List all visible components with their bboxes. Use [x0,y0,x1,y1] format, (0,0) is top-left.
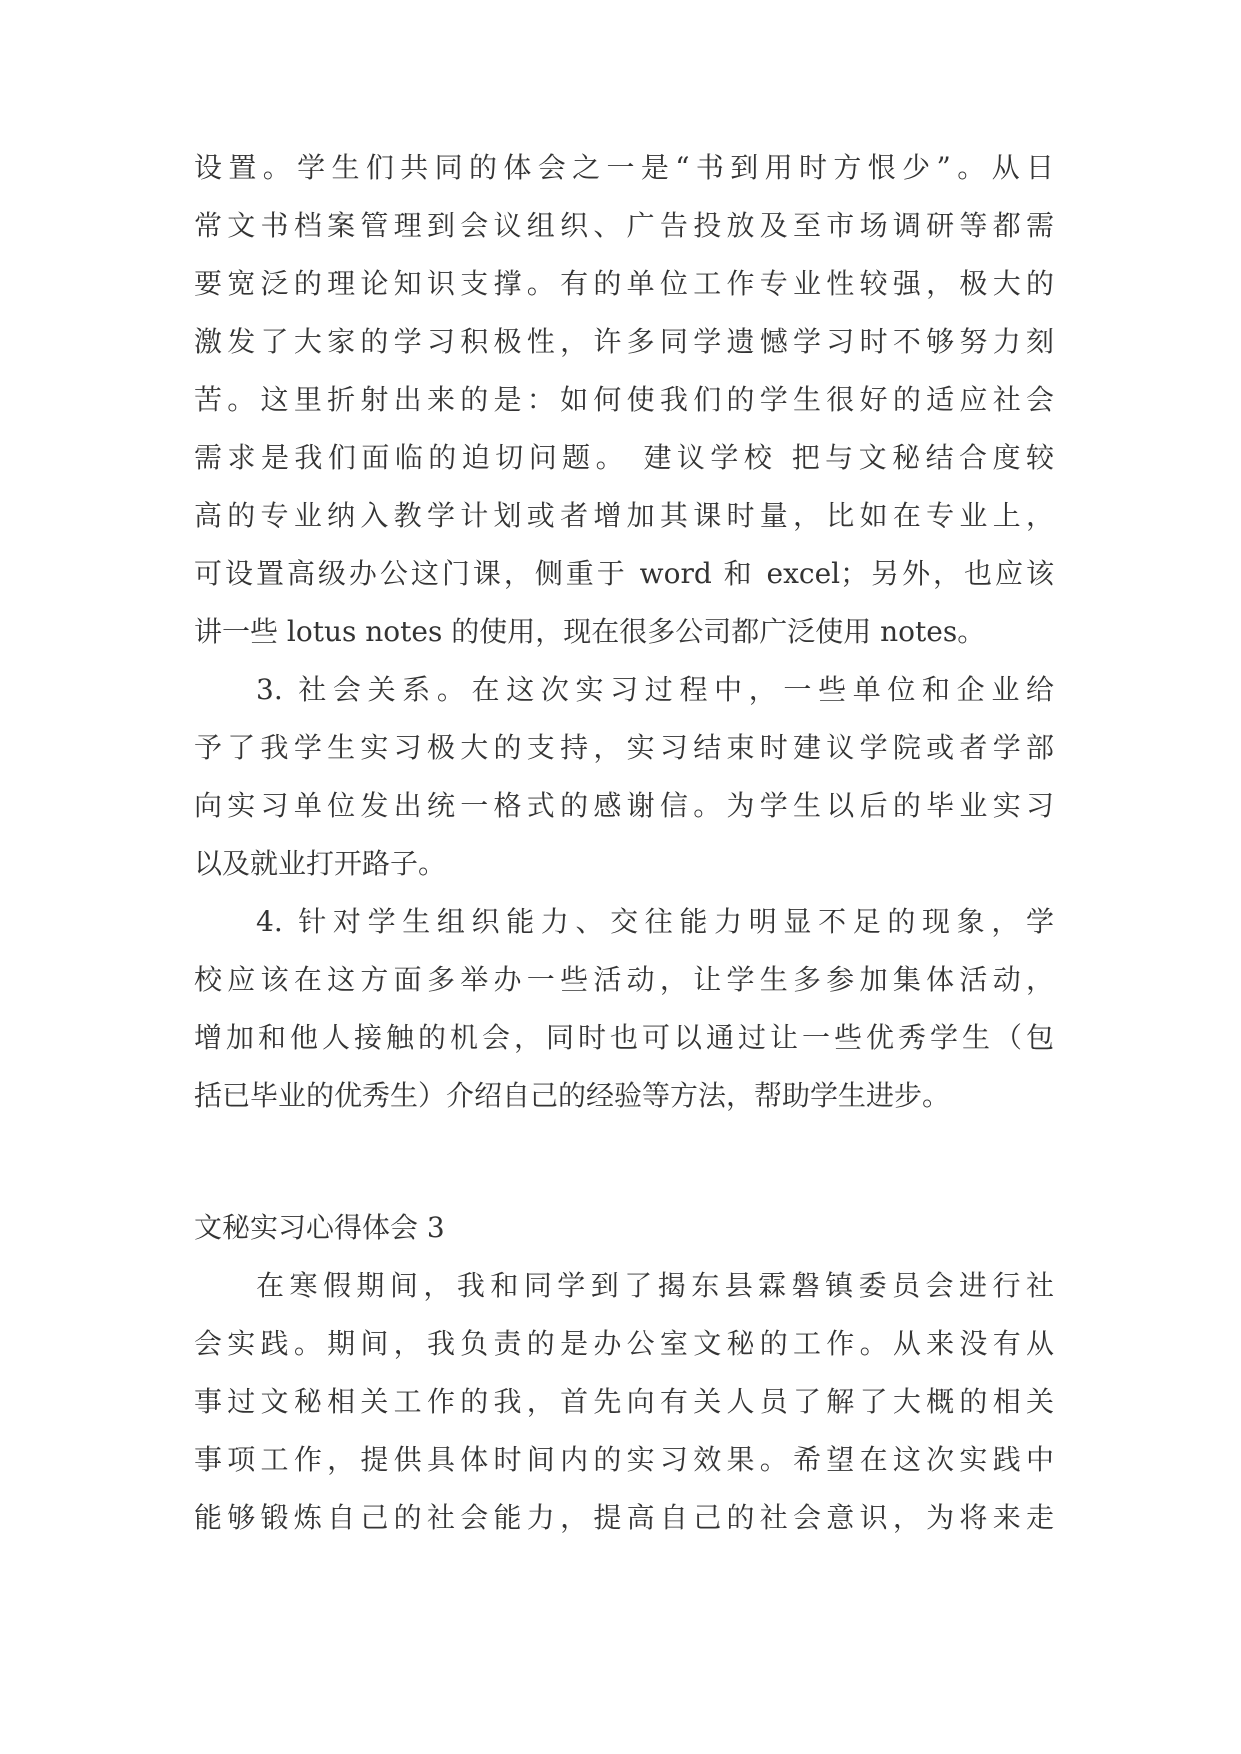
paragraph-1-line: 可设置高级办公这门课，侧重于 word 和 excel；另外，也应该 [194,557,1054,590]
paragraph-1-line: 要宽泛的理论知识支撑。有的单位工作专业性较强，极大的 [194,267,1054,300]
paragraph-2-line: 向实习单位发出统一格式的感谢信。为学生以后的毕业实习 [194,789,1054,822]
paragraph-4-line: 会实践。期间，我负责的是办公室文秘的工作。从来没有从 [194,1327,1054,1360]
paragraph-1-line: 激发了大家的学习积极性，许多同学遗憾学习时不够努力刻 [194,325,1054,358]
paragraph-3-line: 增加和他人接触的机会，同时也可以通过让一些优秀学生（包 [194,1021,1054,1054]
paragraph-2-line: 以及就业打开路子。 [194,847,447,880]
paragraph-2-line: 3. 社会关系。在这次实习过程中，一些单位和企业给 [256,673,1054,706]
paragraph-4-line: 事项工作，提供具体时间内的实习效果。希望在这次实践中 [194,1443,1054,1476]
paragraph-1-line: 需求是我们面临的迫切问题。 建议学校 把与文秘结合度较 [194,441,1054,474]
paragraph-1-line: 苦。这里折射出来的是：如何使我们的学生很好的适应社会 [194,383,1054,416]
paragraph-1-line: 讲一些 lotus notes 的使用，现在很多公司都广泛使用 notes。 [194,615,986,648]
paragraph-1-line: 高的专业纳入教学计划或者增加其课时量，比如在专业上， [194,499,1054,532]
paragraph-4-line: 事过文秘相关工作的我，首先向有关人员了解了大概的相关 [194,1385,1054,1418]
paragraph-3-line: 括已毕业的优秀生）介绍自己的经验等方法，帮助学生进步。 [194,1079,951,1112]
paragraph-3-line: 校应该在这方面多举办一些活动，让学生多参加集体活动， [194,963,1054,996]
paragraph-4-line: 能够锻炼自己的社会能力，提高自己的社会意识，为将来走 [194,1501,1054,1534]
paragraph-4-line: 在寒假期间，我和同学到了揭东县霖磐镇委员会进行社 [256,1269,1054,1302]
section-heading: 文秘实习心得体会 3 [194,1211,445,1244]
paragraph-3-line: 4. 针对学生组织能力、交往能力明显不足的现象，学 [256,905,1054,938]
paragraph-1-line: 常文书档案管理到会议组织、广告投放及至市场调研等都需 [194,209,1054,242]
paragraph-2-line: 予了我学生实习极大的支持，实习结束时建议学院或者学部 [194,731,1054,764]
paragraph-1-line: 设置。学生们共同的体会之一是“书到用时方恨少”。从日 [194,151,1054,184]
